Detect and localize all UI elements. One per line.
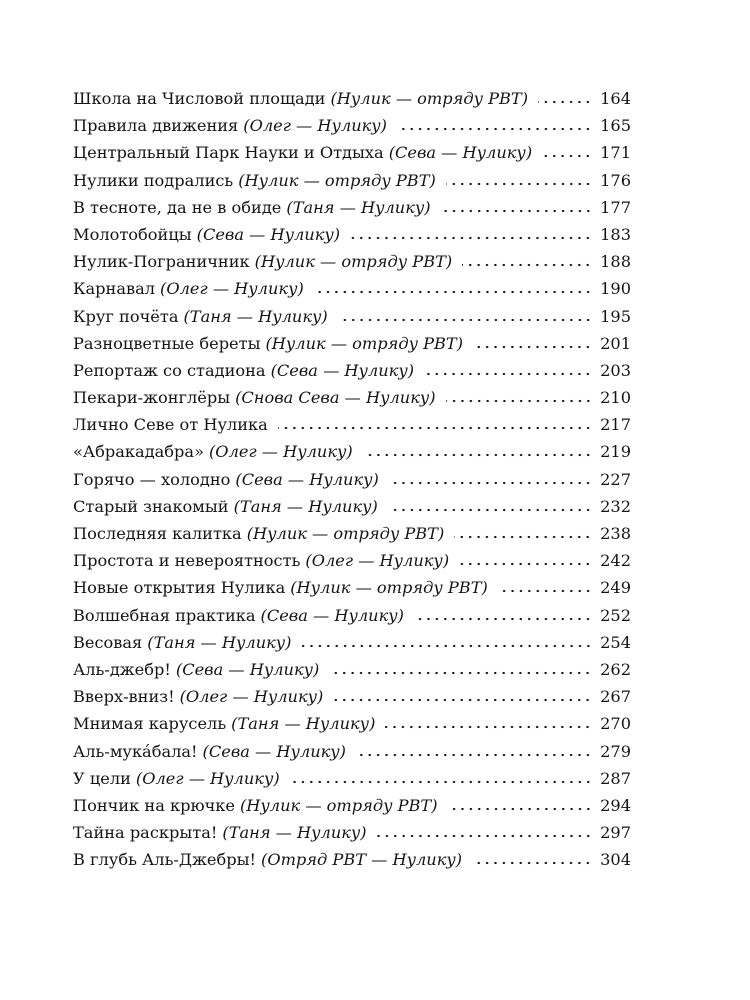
dot-leader [459,562,592,566]
entry-page-number: 249 [600,578,631,598]
toc-entry [73,819,631,846]
dot-leader [388,508,592,512]
toc-entry [73,738,631,765]
toc-entry [73,221,631,248]
entry-title: Репортаж со стадиона [73,360,266,380]
entry-note: (Таня — Нулику) [222,823,367,843]
entry-title: Круг почёта [73,306,179,326]
dot-leader [473,345,592,349]
entry-title: Нулики подрались [73,170,234,190]
entry-note: (Олег — Нулику) [179,687,324,707]
dot-leader [290,780,592,784]
entry-page-number: 190 [600,279,631,299]
toc-entry [73,656,631,683]
entry-page-number: 195 [600,306,631,326]
dot-leader [363,453,592,457]
entry-title: Центральный Парк Науки и Отдыха [73,143,384,163]
entry-page-number: 188 [600,252,631,272]
entry-page-number: 210 [600,388,631,408]
entry-title: Разноцветные береты [73,333,261,353]
entry-note: (Снова Сева — Нулику) [235,388,436,408]
toc-entry [73,466,631,493]
entry-note: (Сева — Нулику) [388,143,533,163]
entry-note: (Сева — Нулику) [260,605,404,625]
dot-leader [462,263,592,267]
entry-page-number: 164 [600,89,631,108]
entry-title: Пончик на крючке [73,795,235,815]
toc-entry [73,303,631,330]
entry-page-number: 219 [600,442,631,462]
toc-entry [73,112,631,139]
toc-entry [73,629,631,656]
dot-leader [329,671,592,675]
entry-note: (Олег — Нулику) [243,116,387,136]
entry-page-number: 232 [600,496,631,516]
toc-entry [73,765,631,792]
dot-leader [538,100,592,104]
entry-note: (Нулик — отряду РВТ) [238,170,436,190]
entry-page-number: 165 [600,116,631,136]
toc-entry [73,357,631,384]
dot-leader [350,236,592,240]
toc-entry [73,574,631,601]
entry-page-number: 176 [600,170,631,190]
dot-leader [356,753,592,757]
entry-title: В тесноте, да не в обиде [73,197,282,217]
dot-leader [314,290,592,294]
entry-note: (Сева — Нулику) [196,224,341,244]
dot-leader [397,127,592,131]
entry-note: (Олег — Нулику) [160,279,304,299]
entry-note: (Олег — Нулику) [208,442,353,462]
entry-title: В глубь Аль-Джебры! [73,850,256,870]
entry-page-number: 183 [600,224,631,244]
dot-leader [454,535,592,539]
entry-title: Аль-мука́бала! [73,741,198,761]
entry-page-number: 262 [600,659,631,679]
toc-entry [73,85,631,112]
entry-note: (Нулик — отряду РВТ) [239,795,438,815]
toc-entry [73,411,631,438]
entry-note: (Таня — Нулику) [183,306,328,326]
toc-entry [73,520,631,547]
entry-page-number: 294 [600,795,631,815]
entry-page-number: 304 [600,850,631,870]
dot-leader [278,426,592,430]
dot-leader [338,318,592,322]
entry-page-number: 242 [600,551,631,571]
entry-page-number: 287 [600,768,631,788]
entry-title: Последняя калитка [73,524,242,543]
entry-page-number: 227 [600,469,631,489]
entry-page-number: 177 [600,197,631,217]
entry-page-number: 171 [600,143,631,163]
entry-title: Волшебная практика [73,605,256,625]
entry-title: Пекари-жонглёры [73,388,231,408]
entry-page-number: 254 [600,632,631,652]
dot-leader [441,209,592,213]
toc-entry [73,547,631,574]
entry-title: Нулик-Пограничник [73,252,250,272]
entry-note: (Отряд РВТ — Нулику) [261,850,463,870]
toc-entry [73,167,631,194]
toc-entry [73,194,631,221]
entry-note: (Таня — Нулику) [231,714,376,734]
dot-leader [448,807,593,811]
entry-title: Простота и невероятность [73,551,301,571]
entry-title: Тайна раскрыта! [73,823,218,843]
entry-title: Старый знакомый [73,496,229,516]
entry-note: (Сева — Нулику) [202,741,346,761]
entry-note: (Сева — Нулику) [235,469,379,489]
entry-note: (Нулик — отряду РВТ) [330,89,529,108]
entry-page-number: 252 [600,605,631,625]
toc-entry [73,493,631,520]
table-of-contents [73,85,631,873]
entry-note: (Олег — Нулику) [135,768,280,788]
dot-leader [424,372,592,376]
toc-entry [73,275,631,302]
entry-page-number: 270 [600,714,631,734]
entry-note: (Таня — Нулику) [147,632,292,652]
entry-page-number: 279 [600,741,631,761]
entry-title: Горячо — холодно [73,469,231,489]
entry-page-number: 267 [600,687,631,707]
entry-note: (Нулик — отряду РВТ) [246,524,445,543]
entry-title: Школа на Числовой площади [73,89,326,108]
toc-entry [73,846,631,873]
entry-note: (Олег — Нулику) [305,551,450,571]
entry-page-number: 217 [600,415,631,435]
dot-leader [333,698,592,702]
entry-title: Весовая [73,632,143,652]
dot-leader [446,399,593,403]
toc-entry [73,683,631,710]
dot-leader [498,589,592,593]
entry-note: (Нулик — отряду РВТ) [254,252,453,272]
dot-leader [389,481,592,485]
entry-title: Карнавал [73,279,156,299]
dot-leader [472,861,592,865]
entry-note: (Таня — Нулику) [233,496,378,516]
entry-title: Молотобойцы [73,224,192,244]
entry-title: Лично Севе от Нулика [73,415,268,435]
entry-page-number: 238 [600,524,631,543]
entry-page-number: 201 [600,333,631,353]
entry-page-number: 203 [600,360,631,380]
entry-title: Новые открытия Нулика [73,578,286,598]
entry-note: (Таня — Нулику) [286,197,431,217]
toc-entry [73,384,631,411]
toc-entry [73,438,631,465]
dot-leader [385,725,592,729]
toc-entry [73,330,631,357]
dot-leader [542,154,592,158]
entry-title: Аль-джебр! [73,659,171,679]
entry-title: «Абракадабра» [73,442,204,462]
toc-entry [73,139,631,166]
entry-page-number: 297 [600,823,631,843]
toc-entry [73,248,631,275]
entry-note: (Нулик — отряду РВТ) [290,578,488,598]
toc-entry [73,710,631,737]
entry-title: Вверх-вниз! [73,687,175,707]
dot-leader [414,617,592,621]
dot-leader [377,834,592,838]
dot-leader [446,182,592,186]
entry-note: (Нулик — отряду РВТ) [265,333,464,353]
entry-note: (Сева — Нулику) [175,659,320,679]
entry-title: Мнимая карусель [73,714,227,734]
entry-note: (Сева — Нулику) [270,360,415,380]
entry-title: Правила движения [73,116,239,136]
dot-leader [302,644,593,648]
toc-entry [73,792,631,819]
entry-title: У цели [73,768,131,788]
toc-entry [73,602,631,629]
